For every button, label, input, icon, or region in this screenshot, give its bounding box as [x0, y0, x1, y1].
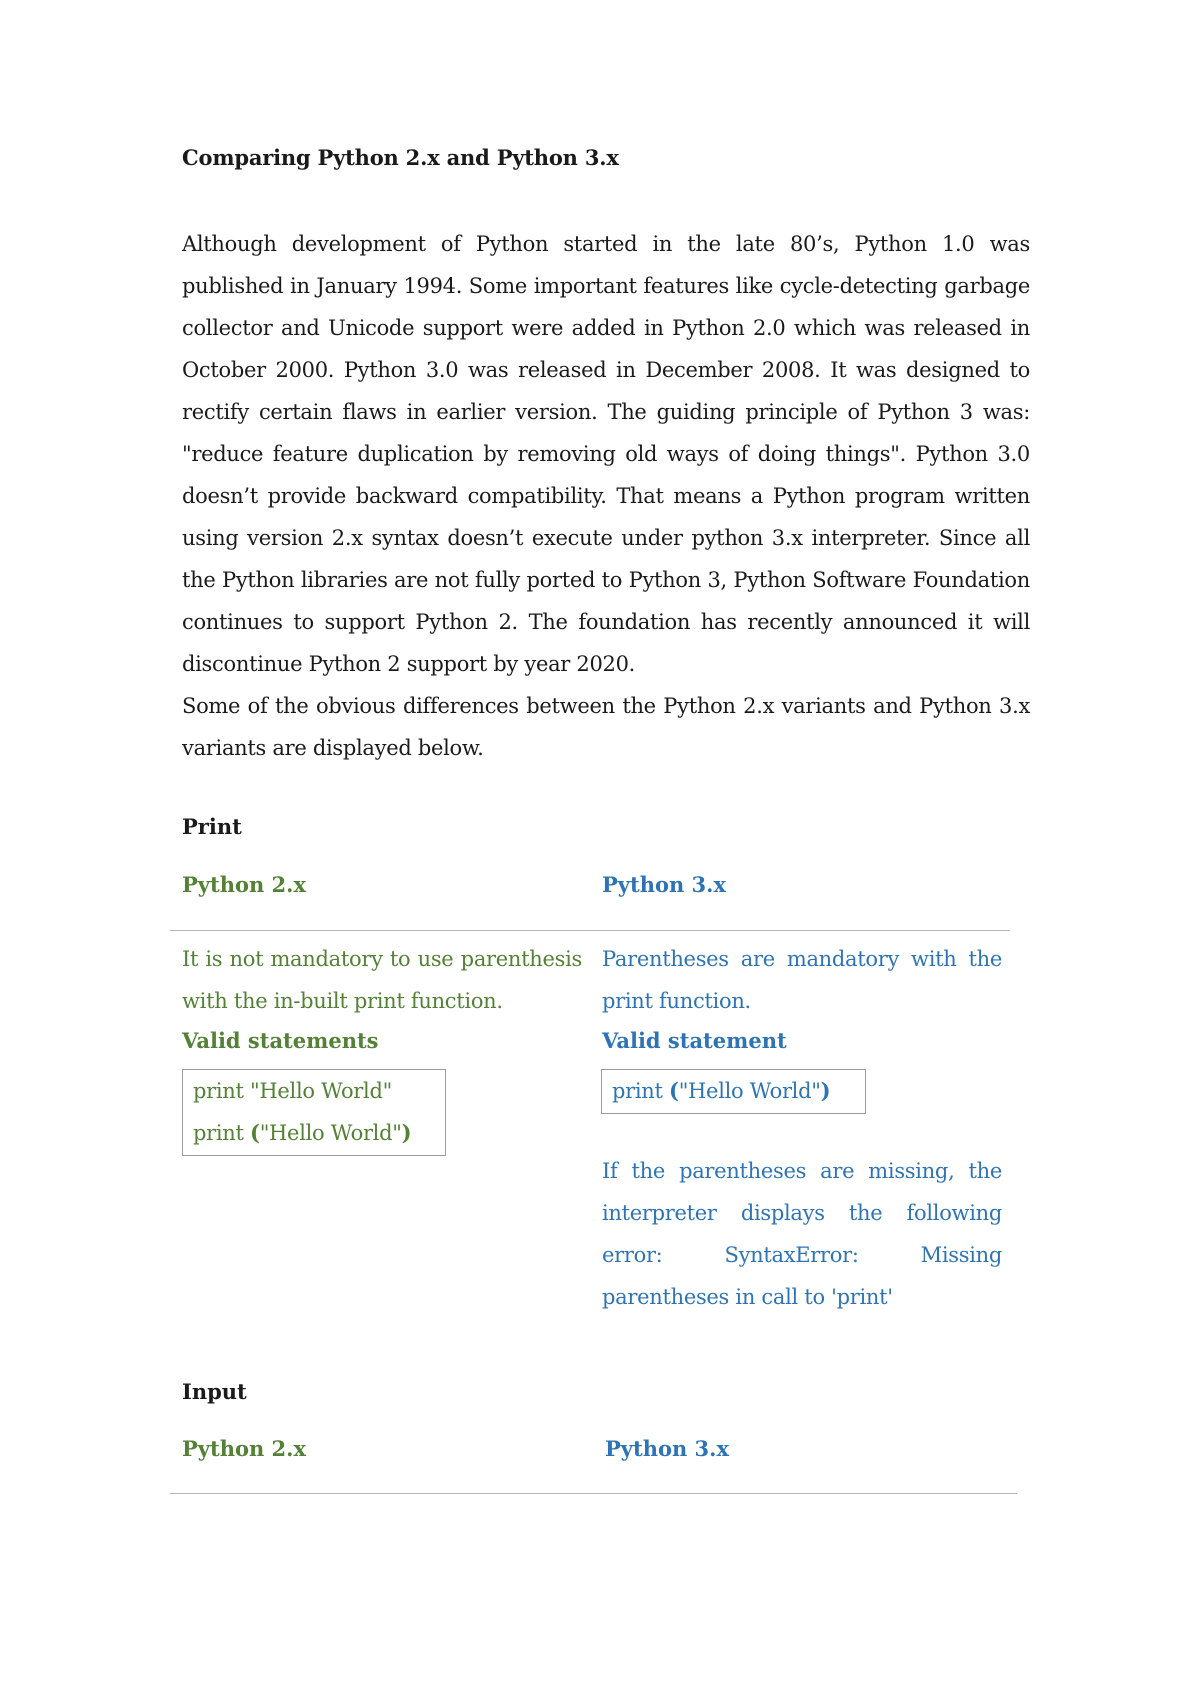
print-table-rule: [170, 930, 1010, 931]
input-python3-header: Python 3.x: [605, 1436, 729, 1461]
code-print-keyword: print: [612, 1079, 670, 1103]
open-paren: (: [250, 1120, 260, 1145]
input-python2-header: Python 2.x: [182, 1436, 306, 1461]
input-section-title: Input: [182, 1379, 247, 1404]
python3-print-description: Parentheses are mandatory with the print function.: [602, 947, 1002, 1013]
document-title: Comparing Python 2.x and Python 3.x: [182, 145, 619, 170]
print-python2-header: Python 2.x: [182, 872, 306, 897]
print-section-title: Print: [182, 814, 242, 839]
python2-code-box: [182, 1069, 446, 1156]
print-python3-header: Python 3.x: [602, 872, 726, 897]
close-paren: ): [820, 1078, 831, 1103]
code-string: "Hello World": [259, 1121, 402, 1145]
python2-print-description: It is not mandatory to use parenthesis with the in-built print function.: [182, 947, 582, 1013]
python2-code-line-1: print "Hello World": [193, 1079, 392, 1103]
python3-missing-parentheses-error: If the parentheses are missing, the interpreter displays the following error: SyntaxError: Missing parentheses in call to 'print': [602, 1159, 1002, 1309]
input-table-rule: [170, 1493, 1017, 1494]
python2-code-line-2: [193, 1112, 435, 1154]
code-string: "Hello World": [678, 1079, 821, 1103]
close-paren: ): [401, 1120, 412, 1145]
python2-valid-statements-label: Valid statements: [182, 1028, 379, 1053]
python3-code-box: [601, 1069, 866, 1114]
open-paren: (: [669, 1078, 679, 1103]
differences-paragraph: Some of the obvious differences between the Python 2.x variants and Python 3.x variants are displayed below.: [182, 694, 1030, 760]
intro-paragraph: Although development of Python started in the late 80’s, Python 1.0 was published in January 1994. Some important features like cycle-detecting garbage collector and Unicode support were added in Python 2.0 which was released in October 2000. Python 3.0 was released in December 2008. It was designed to rectify certain flaws in earlier version. The guiding principle of Python 3 was: "reduce feature duplication by removing old ways of doing things". Python 3.0 doesn’t provide backward compatibility. That means a Python program written using version 2.x syntax doesn’t execute under python 3.x interpreter. Since all the Python libraries are not fully ported to Python 3, Python Software Foundation continues to support Python 2. The foundation has recently announced it will discontinue Python 2 support by year 2020.: [182, 232, 1030, 676]
python3-code-line: [612, 1070, 855, 1112]
code-print-keyword: print: [193, 1121, 251, 1145]
python3-valid-statement-label: Valid statement: [602, 1028, 787, 1053]
